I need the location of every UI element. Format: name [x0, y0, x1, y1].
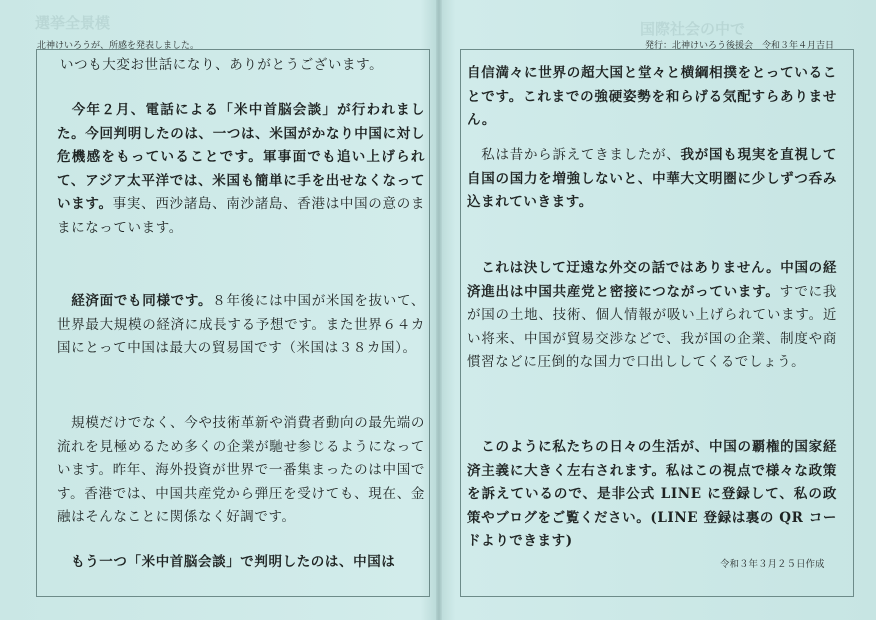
paragraph-diplomacy-normal: すでに我が国の土地、技術、個人情報が吸い上げられています。近い将来、中国が貿易交渉などで、我が国の企業、制度や商慣習などに圧倒的な国力で口出ししてくるでしょう。 — [467, 283, 837, 370]
paragraph-technology: 規模だけでなく、今や技術革新や消費者動向の最先端の流れを見極めるため多くの企業が馳せ参じるようになっています。昨年、海外投資が世界で一番集まったのは中国です。香港では、中国共産党から弾圧を受けても、現在、金融はそんなことに関係なく好調です。 — [57, 415, 425, 525]
paragraph-economy — [57, 290, 425, 361]
bleed-through-text: 選挙全景模 — [35, 14, 111, 32]
right-header-caption: 発行：北神けいろう後援会 令和３年４月吉日 — [645, 41, 835, 51]
paragraph-diplomacy-bold: これは決して迂遠な外交の話ではありません。中国の経済進出は中国共産党と密接につながっています。 — [467, 260, 837, 300]
paragraph-confidence: 自信満々に世界の超大国と堂々と横綱相撲をとっていることです。これまでの強硬姿勢を和らげる気配すらありません。 — [467, 65, 837, 128]
left-header-caption: 北神けいろうが、所感を発表しました。 — [37, 41, 200, 51]
paragraph-continued: もう一つ「米中首脳会談」で判明したのは、中国は — [57, 554, 396, 570]
paragraph-line-registration: このように私たちの日々の生活が、中国の覇権的国家経済主義に大きく左右されます。私はこの視点で様々な政策を訴えているので、是非公式 LINE に登録して、私の政策やブログをご覧ください。(LINE 登録は裏の QR コードよりできます) — [467, 439, 837, 549]
greeting-line: いつも大変お世話になり、ありがとうございます。 — [60, 57, 384, 73]
creation-date: 令和３年３月２５日作成 — [720, 559, 825, 570]
paragraph-economy-normal: ８年後には中国が米国を抜いて、世界最大規模の経済に成長する予想です。また世界６４カ国にとって中国は最大の貿易国です（米国は３８カ国）。 — [57, 293, 425, 356]
paragraph-national-power-normal: 私は昔から訴えてきましたが、 — [467, 147, 681, 163]
paragraph-diplomacy — [467, 257, 837, 375]
paragraph-national-power — [467, 144, 837, 215]
paragraph-economy-bold: 経済面でも同様です。 — [57, 293, 213, 309]
bleed-through-text: 国際社会の中で — [640, 20, 746, 38]
paragraph-national-power-bold: 我が国も現実を直視して自国の国力を増強しないと、中華大文明圏に少しずつ呑み込まれていきます。 — [467, 147, 838, 210]
paragraph-summit-normal: 事実、西沙諸島、南沙諸島、香港は中国の意のままになっています。 — [57, 196, 425, 236]
center-fold — [436, 0, 442, 620]
paragraph-summit — [57, 99, 425, 240]
paragraph-summit-bold: 今年２月、電話による「米中首脳会談」が行われました。今回判明したのは、一つは、米国がかなり中国に対し危機感をもっていることです。軍事面でも追い上げられて、アジア太平洋では、米国も簡単に手を出せなくなっています。 — [57, 102, 425, 212]
